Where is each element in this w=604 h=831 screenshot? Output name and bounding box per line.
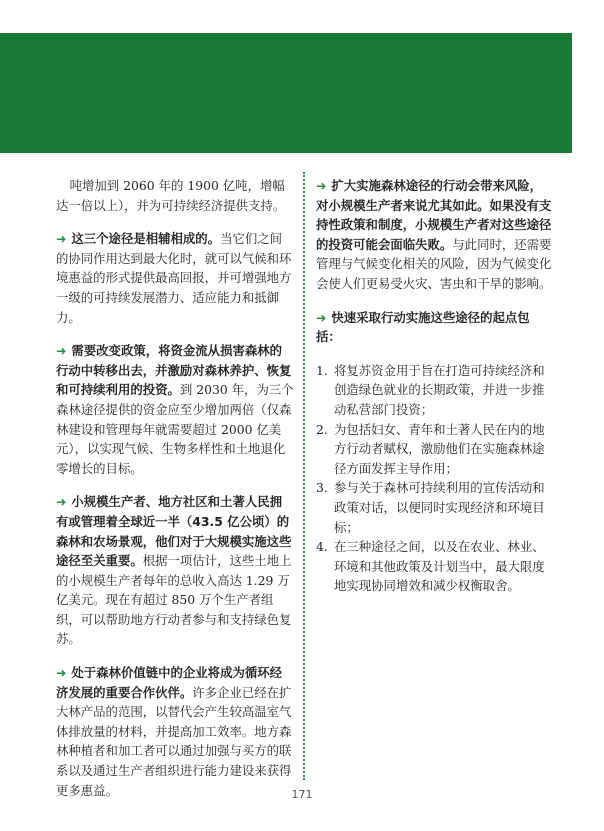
- paragraph-text: 根据一项估计，这些土地上的小规模生产者每年的总收入高达 1.29 万亿美元。现在有超过 850 万个生产者组织，可以帮助地方行动者参与和支持绿色复苏。: [56, 553, 292, 647]
- arrow-right-icon: ➜: [56, 343, 67, 359]
- list-item-number: 1.: [316, 362, 328, 378]
- list-item-text: 在三种途径之间，以及在农业、林业、环境和其他政策及计划当中，最大限度地实现协同增效和减少权衡取舍。: [334, 539, 545, 594]
- starting-points-list: [316, 361, 552, 596]
- left-column: [56, 176, 294, 814]
- paragraph-text: 与此同时，还需要管理与气候变化相关的风险，因为气候变化会使人们更易受火灾、害虫和干旱的影响。: [316, 236, 552, 291]
- paragraph-heading: 处于森林价值链中的企业将成为循环经济发展的重要合作伙伴。: [56, 665, 283, 700]
- paragraph-smallholders: [56, 492, 294, 649]
- list-item-number: 4.: [316, 539, 328, 555]
- list-item-number: 2.: [316, 421, 328, 437]
- list-item: [316, 361, 552, 420]
- paragraph-text: 当它们之间的协同作用达到最大化时，就可以气候和环境惠益的形式提供最高回报，并可增强地方一级的可持续发展潜力、适应能力和抵御力。: [56, 231, 292, 325]
- column-divider: [303, 172, 305, 780]
- paragraph-heading: 扩大实施森林途径的行动会带来风险，对小规模生产者来说尤其如此。如果没有支持性政策和制度，小规模生产者对这些途径的投资可能会面临失败。: [316, 178, 552, 252]
- arrow-right-icon: ➜: [56, 494, 67, 510]
- paragraph-text: 到 2030 年，为三个森林途径提供的资金应至少增加两倍（仅森林建设和管理每年就需要超过 2000 亿美元），以实现气候、生物多样性和土地退化零增长的目标。: [56, 382, 294, 476]
- page-number: 171: [291, 788, 313, 801]
- paragraph-heading: 小规模生产者、地方社区和土著人民拥有或管理着全球近一半（43.5 亿公顷）的森林和农场景观，他们对于大规模实施这些途径至关重要。: [56, 494, 292, 569]
- paragraph-heading: 这三个途径是相辅相成的。: [71, 231, 221, 247]
- paragraph-starting-points: [316, 308, 552, 347]
- header-banner: [0, 33, 572, 153]
- paragraph-policy: [56, 341, 294, 478]
- arrow-right-icon: ➜: [316, 178, 327, 193]
- list-item-number: 3.: [316, 480, 328, 496]
- arrow-right-icon: ➜: [56, 665, 67, 681]
- paragraph-risks: [316, 176, 552, 294]
- paragraph-heading: 快速采取行动实施这些途径的起点包括：: [316, 309, 530, 345]
- paragraph-text: 许多企业已经在扩大林产品的范围，以替代会产生较高温室气体排放量的材料，并提高加工效率。地方森林种植者和加工者可以通过加强与买方的联系以及通过生产者组织进行能力建设来获得更多惠益。: [56, 684, 292, 798]
- list-item-text: 参与关于森林可持续利用的宣传活动和政策对话，以便同时实现经济和环境目标；: [334, 480, 545, 535]
- arrow-right-icon: ➜: [56, 231, 67, 247]
- list-item: [316, 420, 552, 479]
- paragraph-enterprises: [56, 663, 294, 800]
- intro-paragraph: 吨增加到 2060 年的 1900 亿吨，增幅达一倍以上），并为可持续经济提供支持。: [56, 178, 286, 213]
- arrow-right-icon: ➜: [316, 309, 327, 325]
- paragraph-heading: 需要改变政策，将资金流从损害森林的行动中转移出去，并激励对森林养护、恢复和可持续利用的投资。: [56, 343, 292, 398]
- paragraph-synergy: [56, 229, 294, 327]
- list-item: [316, 478, 552, 537]
- list-item: [316, 537, 552, 596]
- list-item-text: 将复苏资金用于旨在打造可持续经济和创造绿色就业的长期政策，并进一步推动私营部门投资；: [334, 362, 545, 417]
- right-column: [316, 176, 552, 596]
- list-item-text: 为包括妇女、青年和土著人民在内的地方行动者赋权，激励他们在实施森林途径方面发挥主导作用；: [334, 421, 545, 476]
